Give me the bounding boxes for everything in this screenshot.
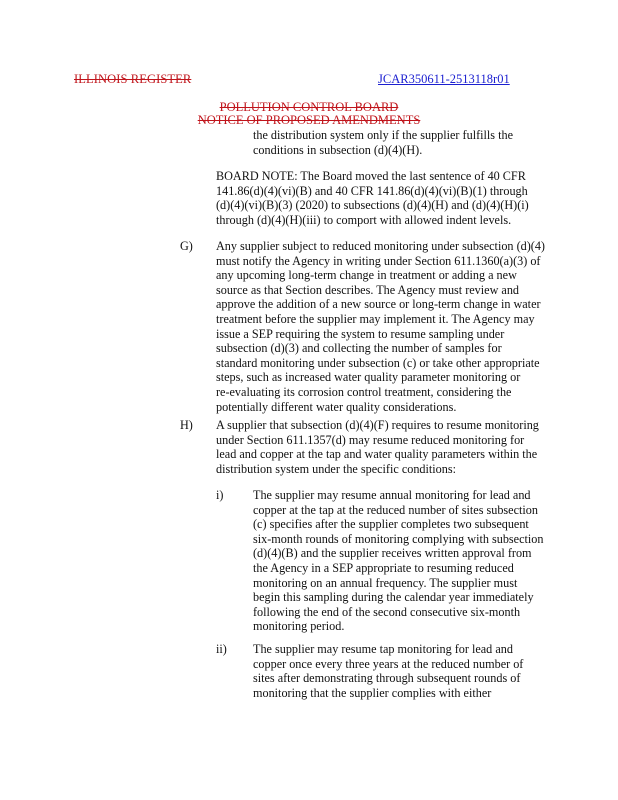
item-ii-paragraph <box>253 642 523 700</box>
text-line: Any supplier subject to reduced monitoring under subsection (d)(4) <box>216 239 545 253</box>
item-h-label: H) <box>180 418 193 432</box>
text-line: lead and copper at the tap and water quality parameters within the <box>216 447 538 462</box>
text-line: begin this sampling during the calendar year immediately <box>253 590 534 605</box>
item-g-label: G) <box>180 239 193 253</box>
text-line: re-evaluating its corrosion control treatment, considering the <box>216 384 512 399</box>
item-i-paragraph <box>253 488 543 634</box>
item-i-label: i) <box>216 488 224 502</box>
text-line: six-month rounds of monitoring complying with subsection <box>253 531 544 546</box>
text-line: BOARD NOTE: The Board moved the last sentence of 40 CFR <box>216 169 526 183</box>
text-line: treatment before the supplier may implement it. The Agency may <box>216 311 535 326</box>
agency-title: POLLUTION CONTROL BOARD <box>219 100 399 114</box>
text-line: A supplier that subsection (d)(4)(F) requires to resume monitoring <box>216 418 539 432</box>
board-note-paragraph <box>216 169 529 227</box>
text-line: monitoring on an annual frequency. The supplier must <box>253 575 518 590</box>
text-line: steps, such as increased water quality parameter monitoring or <box>216 370 521 385</box>
text-line: issue a SEP requiring the system to resume sampling under <box>216 326 505 341</box>
text-line: conditions in subsection (d)(4)(H). <box>253 142 423 157</box>
text-line: (d)(4)(B) and the supplier receives written approval from <box>253 546 532 561</box>
text-line: distribution system under the specific conditions: <box>216 461 456 476</box>
item-ii-label: ii) <box>216 642 227 656</box>
text-line: copper at the tap at the reduced number of sites subsection <box>253 502 538 517</box>
notice-title: NOTICE OF PROPOSED AMENDMENTS <box>197 113 421 127</box>
register-header: ILLINOIS REGISTER <box>74 72 192 86</box>
continuation-paragraph <box>253 128 513 157</box>
text-line: must notify the Agency in writing under Section 611.1360(a)(3) of <box>216 253 541 268</box>
text-line: any upcoming long-term change in treatment or adding a new <box>216 268 517 283</box>
text-line: The supplier may resume tap monitoring for lead and <box>253 642 513 656</box>
text-line: The supplier may resume annual monitoring for lead and <box>253 488 531 502</box>
text-line: 141.86(d)(4)(vi)(B) and 40 CFR 141.86(d)(4)(vi)(B)(1) through <box>216 183 528 198</box>
text-line: subsection (d)(3) and collecting the number of samples for <box>216 341 502 356</box>
text-line: the Agency in a SEP appropriate to resuming reduced <box>253 560 514 575</box>
item-h-paragraph <box>216 418 539 476</box>
text-line: following the end of the second consecutive six-month <box>253 604 521 619</box>
jcar-document-id: JCAR350611-2513118r01 <box>378 72 510 86</box>
text-line: copper once every three years at the reduced number of <box>253 656 524 671</box>
text-line: through (d)(4)(H)(iii) to comport with allowed indent levels. <box>216 212 512 227</box>
item-g-paragraph <box>216 239 545 414</box>
text-line: potentially different water quality considerations. <box>216 399 457 414</box>
text-line: the distribution system only if the supplier fulfills the <box>253 128 513 142</box>
text-line: monitoring period. <box>253 619 345 634</box>
text-line: under Section 611.1357(d) may resume reduced monitoring for <box>216 432 525 447</box>
text-line: monitoring that the supplier complies with either <box>253 685 492 700</box>
text-line: source as that Section describes. The Agency must review and <box>216 282 520 297</box>
text-line: sites after demonstrating through subsequent rounds of <box>253 671 521 686</box>
text-line: (c) specifies after the supplier completes two subsequent <box>253 517 529 532</box>
text-line: (d)(4)(vi)(B)(3) (2020) to subsections (d)(4)(H) and (d)(4)(H)(i) <box>216 198 529 213</box>
text-line: standard monitoring under subsection (c) or take other appropriate <box>216 355 540 370</box>
text-line: approve the addition of a new source or long-term change in water <box>216 297 541 312</box>
